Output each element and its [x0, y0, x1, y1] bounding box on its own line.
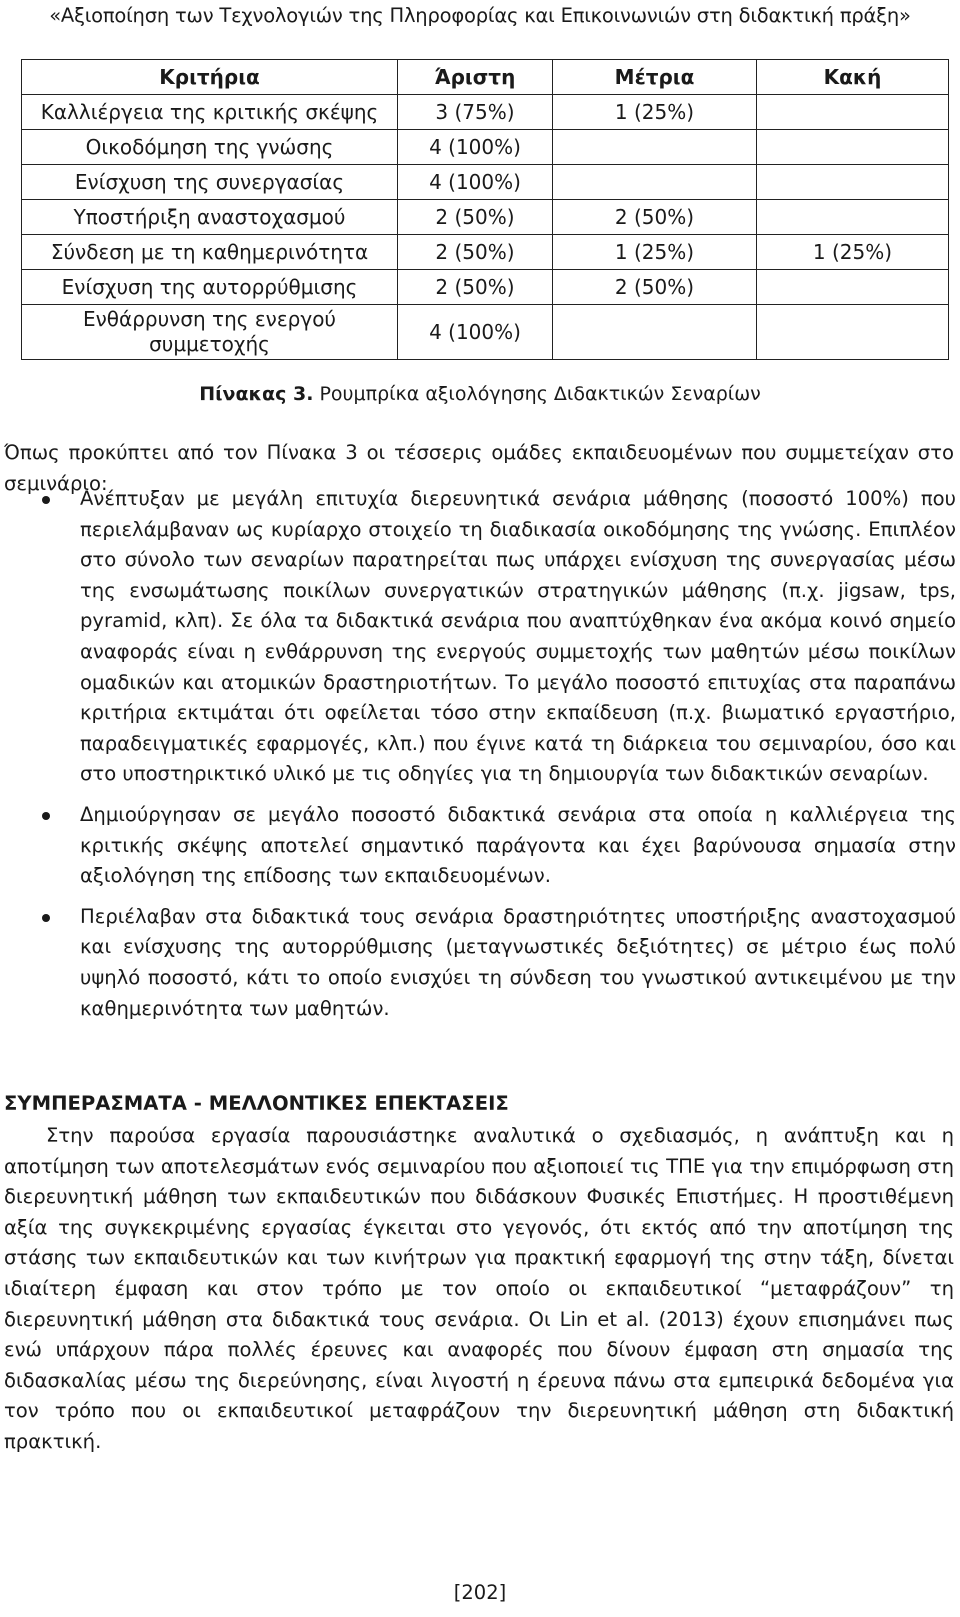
column-header: Άριστη [398, 60, 553, 95]
list-item [0, 902, 956, 1024]
moderate-cell: 2 (50%) [553, 270, 757, 305]
list-item [0, 484, 956, 790]
moderate-cell [553, 130, 757, 165]
table-header-row [22, 60, 949, 95]
moderate-cell: 2 (50%) [553, 200, 757, 235]
page-number: [202] [453, 1581, 507, 1604]
conclusion-paragraph: Στην παρούσα εργασία παρουσιάστηκε αναλυτικά ο σχεδιασμός, η ανάπτυξη και η αποτίμηση των αποτελεσμάτων ενός σεμιναρίου που αξιοποιεί τις ΤΠΕ για την επιμόρφωση στη διερευνητική μάθηση των εκπαιδευτικών που διδάσκουν Φυσικές Επιστήμες. Η προστιθέμενη αξία της συγκεκριμένης εργασίας έγκειται στο γεγονός, ότι εκτός από την αποτίμηση της στάσης των εκπαιδευτικών και των κινήτρων για πρακτική εφαρμογή της στην τάξη, δίνεται ιδιαίτερη έμφαση και στον τρόπο με τον οποίο οι εκπαιδευτικοί “μεταφράζουν” τη διερευνητική μάθηση στα διδακτικά τους σενάρια. Οι Lin et al. (2013) έχουν επισημάνει πως ενώ υπάρχουν πάρα πολλές έρευνες και αναφορές που δίνουν έμφαση στη σημασία της διδασκαλίας μέσω της διερεύνησης, είναι λιγοστή η έρευνα πάνω στα εμπειρικά δεδομένα για τον τρόπο που οι εκπαιδευτικοί μεταφράζουν την διερευνητική μάθηση στη διδακτική πρακτική. [4, 1124, 954, 1453]
intro-paragraph: Όπως προκύπτει από τον Πίνακα 3 οι τέσσερις ομάδες εκπαιδευομένων που συμμετείχαν στο σεμινάριο: [4, 441, 954, 495]
excellent-cell: 4 (100%) [398, 130, 553, 165]
section-title: ΣΥΜΠΕΡΑΣΜΑΤΑ - ΜΕΛΛΟΝΤΙΚΕΣ ΕΠΕΚΤΑΣΕΙΣ [4, 1092, 509, 1115]
moderate-cell: 1 (25%) [553, 95, 757, 130]
column-header: Κακή [757, 60, 949, 95]
table-row [22, 95, 949, 130]
criterion-cell: Ενίσχυση της συνεργασίας [22, 165, 398, 200]
criterion-cell: Ενθάρρυνση της ενεργού συμμετοχής [22, 305, 398, 360]
excellent-cell: 4 (100%) [398, 305, 553, 360]
list-item-text: Περιέλαβαν στα διδακτικά τους σενάρια δραστηριότητες υποστήριξης αναστοχασμού και ενίσχυσης της αυτορρύθμισης (μεταγνωστικές δεξιότητες) σε μέτριο έως πολύ υψηλό ποσοστό, κάτι το οποίο ενισχύει τη σύνδεση του γνωστικού αντικειμένου με την καθημερινότητα των μαθητών. [80, 904, 956, 1020]
criterion-cell: Υποστήριξη αναστοχασμού [22, 200, 398, 235]
poor-cell [757, 200, 949, 235]
table-row [22, 270, 949, 305]
excellent-cell: 2 (50%) [398, 270, 553, 305]
rubric-table [21, 59, 949, 360]
running-header: «Αξιοποίηση των Τεχνολογιών της Πληροφορίας και Επικοινωνιών στη διδακτική πράξη» [49, 4, 911, 27]
table-row [22, 130, 949, 165]
poor-cell [757, 305, 949, 360]
criterion-cell: Σύνδεση με τη καθημερινότητα [22, 235, 398, 270]
excellent-cell: 4 (100%) [398, 165, 553, 200]
excellent-cell: 3 (75%) [398, 95, 553, 130]
column-header: Μέτρια [553, 60, 757, 95]
bullet-icon [42, 496, 50, 504]
moderate-cell: 1 (25%) [553, 235, 757, 270]
bullet-icon [42, 914, 50, 922]
poor-cell [757, 165, 949, 200]
excellent-cell: 2 (50%) [398, 200, 553, 235]
table-row [22, 305, 949, 360]
table-row [22, 200, 949, 235]
poor-cell [757, 270, 949, 305]
moderate-cell [553, 165, 757, 200]
excellent-cell: 2 (50%) [398, 235, 553, 270]
caption-label: Πίνακας 3. [199, 383, 314, 405]
poor-cell [757, 95, 949, 130]
table-row [22, 165, 949, 200]
bullet-icon [42, 812, 50, 820]
caption-text: Ρουμπρίκα αξιολόγησης Διδακτικών Σεναρίων [313, 383, 761, 405]
criterion-cell: Οικοδόμηση της γνώσης [22, 130, 398, 165]
poor-cell: 1 (25%) [757, 235, 949, 270]
list-item [0, 800, 956, 892]
list-item-text: Ανέπτυξαν με μεγάλη επιτυχία διερευνητικά σενάρια μάθησης (ποσοστό 100%) που περιελάμβαναν ως κυρίαρχο στοιχείο τη διαδικασία οικοδόμησης της γνώσης. Επιπλέον στο σύνολο των σεναρίων παρατηρείται πως υπάρχει ενίσχυση της συνεργασίας μέσω της ενσωμάτωσης ποικίλων συνεργατικών στρατηγικών μάθησης (π.χ. jigsaw, tps, pyramid, κλπ). Σε όλα τα διδακτικά σενάρια που αναπτύχθηκαν ένα ακόμα κοινό σημείο αναφοράς είναι η ενθάρρυνση της ενεργούς συμμετοχής των μαθητών μέσω ποικίλων ομαδικών και ατομικών δραστηριοτήτων. Το μεγάλο ποσοστό επιτυχίας στα παραπάνω κριτήρια εκτιμάται ότι οφείλεται τόσο στην εκπαίδευση (π.χ. βιωματικό εργαστήριο, παραδειγματικές εφαρμογές, κλπ.) που έγινε κατά τη διάρκεια του σεμιναρίου, όσο και στο υποστηρικτικό υλικό με τις οδηγίες για τη δημιουργία των διδακτικών σεναρίων. [80, 487, 956, 786]
findings-list [0, 484, 956, 1034]
criterion-cell: Καλλιέργεια της κριτικής σκέψης [22, 95, 398, 130]
table-row [22, 235, 949, 270]
table-caption [0, 383, 960, 405]
moderate-cell [553, 305, 757, 360]
criterion-cell: Ενίσχυση της αυτορρύθμισης [22, 270, 398, 305]
column-header: Κριτήρια [22, 60, 398, 95]
list-item-text: Δημιούργησαν σε μεγάλο ποσοστό διδακτικά σενάρια στα οποία η καλλιέργεια της κριτικής σκέψης αποτελεί σημαντικό παράγοντα και έχει βαρύνουσα σημασία στην αξιολόγηση της επίδοσης των εκπαιδευομένων. [80, 802, 956, 888]
poor-cell [757, 130, 949, 165]
